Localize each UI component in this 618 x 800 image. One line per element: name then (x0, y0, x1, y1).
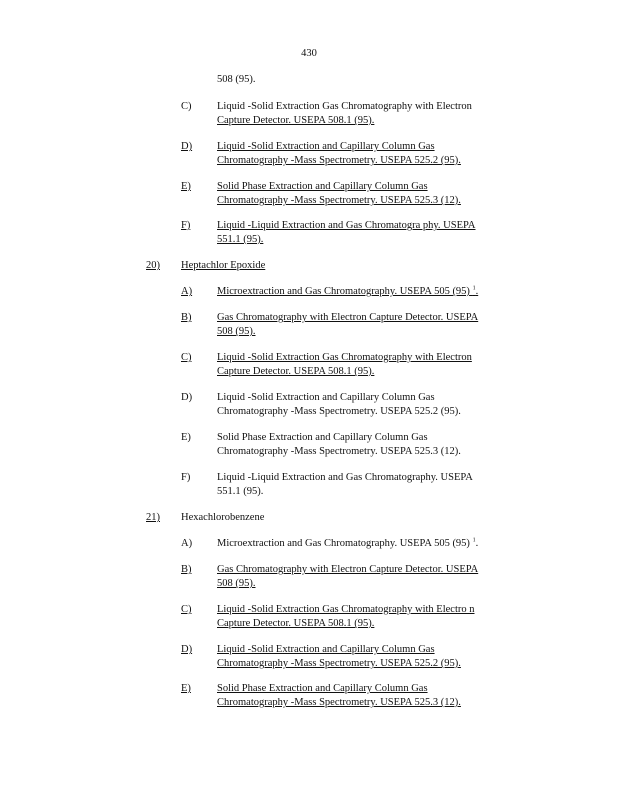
item-text-line: Solid Phase Extraction and Capillary Column Gas (217, 683, 428, 694)
item-text-line: Liquid -Solid Extraction and Capillary Column Gas (217, 644, 435, 655)
item-text-line: Chromatography -Mass Spectrometry. USEPA 525.3 (12). (217, 446, 461, 457)
item-text-line: Liquid -Solid Extraction Gas Chromatography with Electron (217, 352, 472, 363)
item-text-line: Chromatography -Mass Spectrometry. USEPA 525.2 (95). (217, 155, 461, 166)
item-text-line: 551.1 (95). (217, 234, 264, 245)
item-text-line: Liquid -Solid Extraction Gas Chromatography with Electro n (217, 604, 475, 615)
item-text-line: Liquid -Liquid Extraction and Gas Chromatogra phy. USEPA (217, 220, 476, 231)
item-text-line: Chromatography -Mass Spectrometry. USEPA 525.2 (95). (217, 658, 461, 669)
continuation-line: 508 (95). (217, 74, 256, 85)
item-text-line: Gas Chromatography with Electron Capture Detector. USEPA (217, 564, 479, 575)
section-number: 20) (146, 260, 160, 271)
item-text-line: 508 (95). (217, 578, 256, 589)
item-label: C) (181, 604, 192, 615)
item-text-line: Microextraction and Gas Chromatography. USEPA 505 (95) $^1$. (217, 537, 479, 549)
item-text-line: Microextraction and Gas Chromatography. USEPA 505 (95) $^1$. (217, 285, 479, 297)
item-label: F) (181, 472, 191, 483)
footnote-marker: 1 (472, 537, 476, 544)
item-text-line: 508 (95). (217, 326, 256, 337)
item-label: A) (181, 286, 193, 297)
item-label: D) (181, 392, 193, 403)
item-label: C) (181, 101, 192, 112)
section-title: Hexachlorobenzene (181, 512, 265, 523)
section-title: Heptachlor Epoxide (181, 260, 266, 271)
item-text-line: Solid Phase Extraction and Capillary Column Gas (217, 181, 428, 192)
item-text-line: Gas Chromatography with Electron Capture Detector. USEPA (217, 312, 479, 323)
item-text-line: Chromatography -Mass Spectrometry. USEPA 525.2 (95). (217, 406, 461, 417)
item-text-line: Liquid -Solid Extraction Gas Chromatography with Electron (217, 101, 472, 112)
item-text-line: Capture Detector. USEPA 508.1 (95). (217, 618, 375, 629)
item-label: C) (181, 352, 192, 363)
item-label: B) (181, 312, 192, 323)
page-number: 430 (301, 48, 317, 59)
item-text-line: Chromatography -Mass Spectrometry. USEPA 525.3 (12). (217, 195, 461, 206)
item-text-line: 551.1 (95). (217, 486, 264, 497)
item-label: B) (181, 564, 192, 575)
item-label: A) (181, 538, 193, 549)
item-label: E) (181, 683, 191, 694)
item-text-line: Chromatography -Mass Spectrometry. USEPA 525.3 (12). (217, 697, 461, 708)
item-text-line: Liquid -Solid Extraction and Capillary Column Gas (217, 141, 435, 152)
item-label: E) (181, 432, 191, 443)
item-label: D) (181, 141, 193, 152)
item-text-line: Liquid -Solid Extraction and Capillary Column Gas (217, 392, 435, 403)
item-text-line: Capture Detector. USEPA 508.1 (95). (217, 115, 375, 126)
item-text-line: Solid Phase Extraction and Capillary Column Gas (217, 432, 428, 443)
item-text-line: Capture Detector. USEPA 508.1 (95). (217, 366, 375, 377)
item-label: F) (181, 220, 191, 231)
section-number: 21) (146, 512, 160, 523)
item-label: D) (181, 644, 193, 655)
item-text-line: Liquid -Liquid Extraction and Gas Chromatography. USEPA (217, 472, 473, 483)
footnote-marker: 1 (472, 285, 476, 292)
item-label: E) (181, 181, 191, 192)
